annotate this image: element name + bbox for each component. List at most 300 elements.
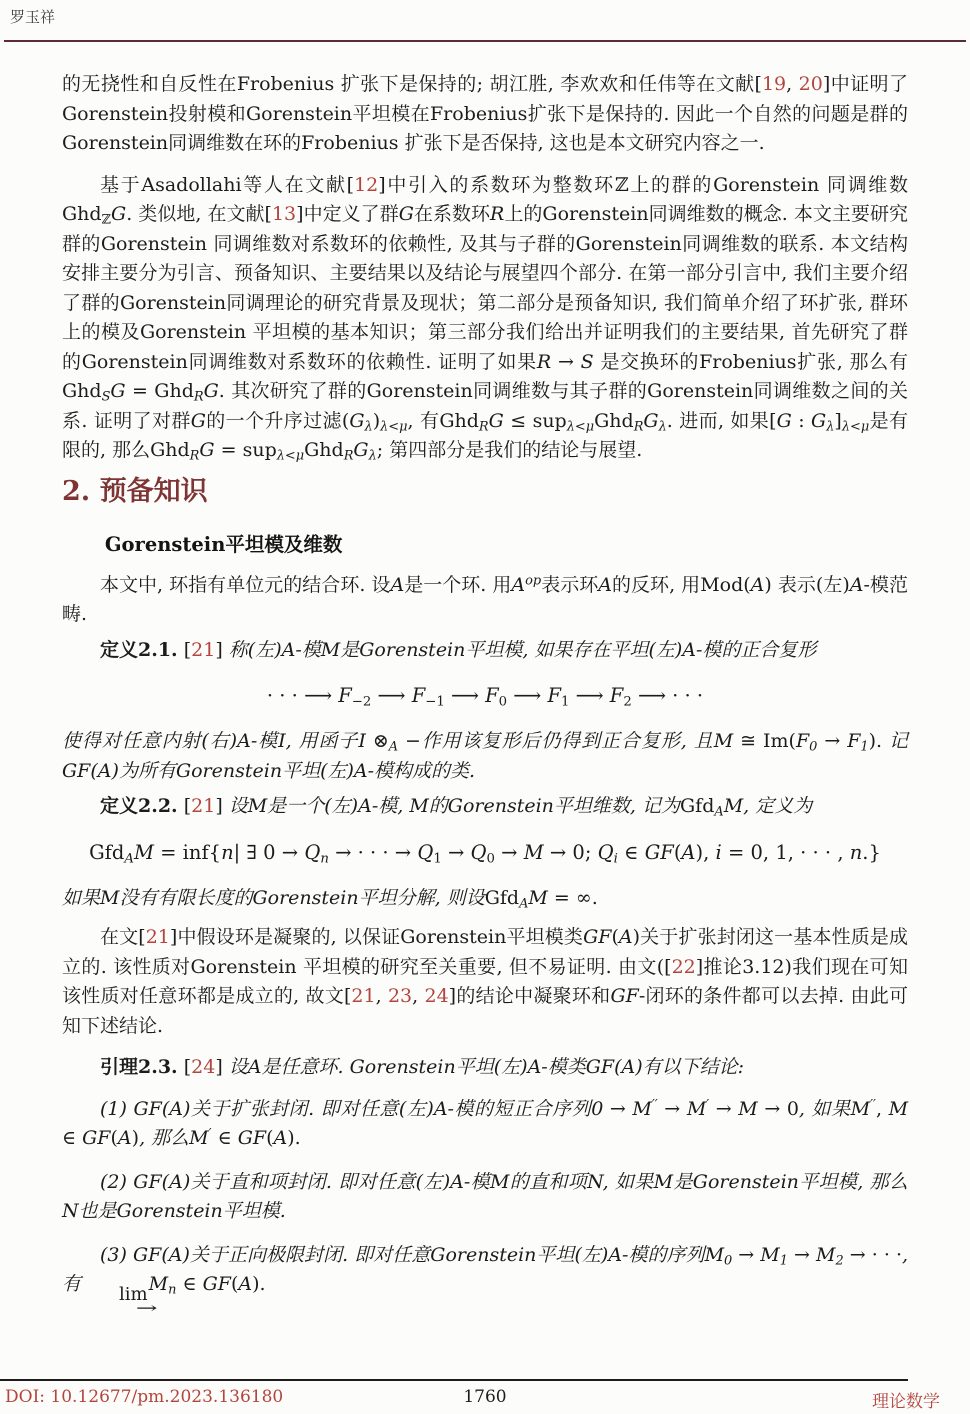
text-segment: 的反环, 用 bbox=[612, 573, 701, 596]
text-segment: (2) bbox=[100, 1170, 134, 1193]
text-segment: = bbox=[214, 439, 243, 461]
definition-2-1 bbox=[62, 636, 908, 666]
math-symbol: F bbox=[795, 730, 810, 752]
math-symbol: A bbox=[433, 1097, 448, 1120]
math-symbol: M bbox=[686, 1097, 707, 1120]
text-segment: 没有有限长度的Gorenstein平坦分解, 则设 bbox=[119, 886, 485, 909]
text-segment: )关于扩张封闭这一基本性质是成立的. 该性质对Gorenstein 平坦模的研究至关重要, 但不易证明. 由文( bbox=[62, 926, 908, 978]
text-segment: −1 bbox=[425, 694, 445, 710]
text-segment: ) bbox=[372, 409, 381, 432]
math-symbol: R bbox=[490, 203, 505, 225]
math-symbol: G bbox=[488, 409, 504, 432]
math-symbol: G bbox=[643, 409, 659, 432]
text-segment: ′ bbox=[208, 1126, 212, 1142]
text-segment: 称(左) bbox=[222, 638, 282, 661]
citation-link[interactable]: [24] bbox=[183, 1056, 223, 1078]
text-segment: 1 bbox=[860, 739, 869, 755]
text-segment: ⟶ · · · bbox=[631, 684, 704, 707]
text-segment: ( bbox=[614, 1056, 622, 1078]
text-segment: . 进而, 如果[ bbox=[666, 409, 777, 432]
math-symbol: F bbox=[847, 730, 861, 752]
text-segment: λ bbox=[658, 419, 667, 435]
text-segment: 1 bbox=[433, 851, 442, 867]
math-symbol: A bbox=[238, 1273, 253, 1295]
text-segment: n bbox=[168, 1282, 177, 1298]
math-symbol: R bbox=[536, 350, 552, 373]
text-segment: R bbox=[193, 389, 204, 405]
text-segment: 推论3.12)我们现在可知该性质对任意环都是成立的, 故文 bbox=[62, 955, 908, 1007]
math-symbol: G bbox=[811, 409, 827, 432]
text-segment: R bbox=[189, 448, 200, 464]
footer-journal-name: 理论数学 bbox=[872, 1392, 940, 1412]
math-symbol: A bbox=[750, 573, 765, 596]
text-segment: ≅ Im( bbox=[733, 730, 796, 752]
text-segment: 的一个升序过滤( bbox=[205, 409, 350, 432]
text-segment: ⟶ bbox=[371, 684, 412, 707]
text-segment: 是一个环. 用 bbox=[404, 573, 512, 596]
text-segment: = ∞. bbox=[547, 886, 598, 909]
text-segment: 表示环 bbox=[541, 573, 599, 596]
citation-link[interactable]: [22] bbox=[664, 955, 704, 978]
text-segment: -模 bbox=[250, 730, 279, 752]
math-symbol: A bbox=[511, 573, 526, 596]
text-segment: ∈ bbox=[62, 1127, 83, 1149]
math-symbol: I bbox=[358, 730, 366, 752]
text-segment: ( bbox=[743, 573, 751, 596]
text-segment: sup bbox=[242, 439, 277, 461]
math-symbol: A bbox=[621, 1056, 636, 1078]
math-symbol: A bbox=[237, 730, 251, 752]
math-symbol: A bbox=[682, 638, 697, 661]
display-formula-gfd-definition bbox=[62, 838, 908, 868]
text-segment: λ bbox=[368, 448, 377, 464]
text-segment: )关于正向极限封闭. 即对任意Gorenstein平坦(左) bbox=[182, 1243, 609, 1266]
section-heading-preliminaries: 2. 预备知识 bbox=[62, 475, 208, 507]
text-segment: 2 bbox=[835, 1253, 844, 1269]
paragraph-frobenius-intro bbox=[62, 70, 908, 159]
text-segment: = inf{ bbox=[153, 840, 222, 864]
text-segment: 基于Asadollahi等人在文献 bbox=[100, 173, 347, 196]
paragraph-ring-conventions bbox=[62, 571, 908, 630]
text-segment: ∈ bbox=[617, 840, 645, 864]
math-symbol: A bbox=[273, 1127, 288, 1149]
text-segment: ( bbox=[266, 1127, 274, 1149]
math-symbol: M bbox=[490, 1170, 510, 1193]
text-segment: , 有 bbox=[407, 409, 440, 432]
statement-label: 定义2.1. bbox=[100, 638, 178, 661]
math-symbol: GF bbox=[133, 1097, 162, 1120]
statement-label: 引理2.3. bbox=[100, 1056, 178, 1078]
math-symbol: N bbox=[587, 1170, 603, 1193]
math-symbol: GF bbox=[237, 1127, 267, 1149]
math-symbol: A bbox=[169, 1097, 184, 1120]
text-segment: ) bbox=[131, 1127, 140, 1149]
citation-link[interactable]: [19, 20] bbox=[754, 73, 831, 95]
text-segment: )关于直和项封闭. 即对任意(左) bbox=[182, 1170, 451, 1193]
text-segment: . 其次研究了群的Gorenstein同调维数与其子群的Gorenstein同调维数之间的关系. 证明了对群 bbox=[62, 380, 909, 432]
text-segment: → bbox=[441, 840, 471, 864]
text-segment: -模 bbox=[463, 1170, 490, 1193]
text-segment: 中定义了群 bbox=[303, 203, 399, 225]
text-segment: ′′ bbox=[870, 1097, 876, 1113]
page-body bbox=[62, 70, 908, 1327]
text-segment: 是交换环的Frobenius扩张, 那么有 bbox=[593, 350, 908, 373]
paragraph-overview bbox=[62, 171, 908, 466]
text-segment: Ghd bbox=[150, 439, 190, 461]
text-segment: = 0, 1, · · · , bbox=[721, 840, 850, 864]
math-symbol: A bbox=[618, 926, 633, 948]
text-segment: → · · · → bbox=[328, 840, 418, 864]
math-symbol: Q bbox=[417, 840, 434, 864]
text-segment: , 如果 bbox=[602, 1170, 654, 1193]
text-segment: λ<μ bbox=[380, 419, 408, 435]
citation-number[interactable]: 21 bbox=[191, 638, 216, 661]
math-symbol: G bbox=[111, 203, 127, 225]
text-segment: λ<μ bbox=[566, 419, 595, 435]
math-symbol: A bbox=[527, 1056, 542, 1078]
math-symbol: M bbox=[888, 1097, 909, 1120]
math-symbol: GF bbox=[202, 1273, 231, 1295]
text-segment: : bbox=[791, 409, 812, 432]
statement-label: 定义2.2. bbox=[100, 795, 178, 817]
math-symbol: I bbox=[278, 730, 286, 752]
text-segment: -模的短正合序列0 → bbox=[447, 1097, 633, 1120]
lemma-2-3-item-2 bbox=[62, 1168, 908, 1227]
text-segment: → bbox=[709, 1097, 739, 1120]
text-segment: ( bbox=[161, 1170, 170, 1193]
math-symbol: A bbox=[97, 759, 112, 782]
text-segment: → bbox=[817, 730, 848, 752]
footer-page-number: 1760 bbox=[463, 1387, 507, 1407]
text-segment: 本文中, 环指有单位元的结合环. 设 bbox=[100, 573, 391, 596]
citation-number[interactable]: 21 bbox=[191, 795, 216, 817]
text-segment: Gfd bbox=[89, 840, 125, 864]
math-symbol: A bbox=[681, 840, 696, 864]
text-segment: A bbox=[388, 739, 399, 755]
text-segment: 如果 bbox=[62, 886, 101, 909]
math-symbol: A bbox=[849, 573, 864, 596]
text-segment: 是Gorenstein平坦模, 那么 bbox=[673, 1170, 909, 1193]
definition-2-2 bbox=[62, 792, 908, 822]
text-segment: )关于扩张封闭. 即对任意(左) bbox=[183, 1097, 434, 1120]
citation-link[interactable]: [13] bbox=[264, 203, 304, 225]
text-segment: , 有 bbox=[62, 1243, 909, 1295]
text-segment: 0 bbox=[809, 739, 818, 755]
text-segment: A bbox=[519, 896, 529, 912]
text-segment: -模的序列 bbox=[622, 1243, 705, 1266]
text-segment: ′ bbox=[706, 1097, 710, 1113]
math-symbol: GF bbox=[133, 1170, 162, 1193]
text-segment: , 定义为 bbox=[743, 795, 813, 817]
math-symbol: G bbox=[199, 439, 215, 461]
text-segment: ∈ bbox=[176, 1273, 203, 1295]
math-symbol: G bbox=[776, 409, 792, 432]
text-segment: 0 bbox=[486, 851, 495, 867]
text-segment: ; 第四部分是我们的结论与展望. bbox=[376, 439, 643, 461]
text-segment: 是任意环. Gorenstein平坦(左) bbox=[261, 1056, 528, 1078]
math-symbol: A bbox=[353, 759, 368, 782]
math-symbol: A bbox=[281, 638, 296, 661]
text-segment: ). bbox=[868, 730, 883, 752]
text-segment: Ghd bbox=[62, 203, 102, 225]
text-segment: → · · · bbox=[843, 1243, 902, 1266]
math-symbol: GF bbox=[585, 1056, 615, 1078]
text-segment: λ<μ bbox=[841, 419, 870, 435]
footer-rule bbox=[0, 1379, 908, 1381]
math-symbol: A bbox=[247, 1056, 262, 1078]
text-segment: ⟶ bbox=[507, 684, 548, 707]
text-segment: ( bbox=[673, 840, 682, 864]
text-segment: 设 bbox=[222, 795, 248, 817]
text-segment: 中引入的系数环为整数环ℤ上的群的Gorenstein 同调维数 bbox=[385, 173, 908, 196]
text-segment: Ghd bbox=[439, 409, 479, 432]
math-symbol: M bbox=[189, 1127, 209, 1149]
running-head-author: 罗玉祥 bbox=[10, 8, 56, 26]
text-segment: ′′ bbox=[651, 1097, 658, 1113]
citation-link[interactable]: [21] bbox=[183, 795, 223, 817]
text-segment: λ bbox=[364, 419, 373, 435]
text-segment: → bbox=[787, 1243, 817, 1266]
text-segment: R bbox=[343, 448, 354, 464]
math-symbol: G bbox=[190, 409, 206, 432]
text-segment: ( bbox=[230, 1273, 239, 1295]
text-segment: -闭环的条件都可以去掉. 由此可知下述结论. bbox=[62, 985, 908, 1037]
text-segment: -模, bbox=[371, 795, 410, 817]
text-segment: ). bbox=[252, 1273, 266, 1295]
definition-2-1-continued bbox=[62, 727, 908, 786]
math-symbol: GF bbox=[644, 840, 674, 864]
text-segment: , 用函子 bbox=[285, 730, 359, 752]
text-segment: n bbox=[320, 851, 329, 867]
math-symbol: N bbox=[62, 1200, 79, 1222]
math-symbol: M bbox=[632, 1097, 652, 1120]
text-segment: λ<μ bbox=[276, 448, 305, 464]
text-segment: R bbox=[633, 419, 644, 435]
text-segment: 作用该复形后仍得到正合复形, 且 bbox=[420, 730, 714, 752]
text-segment: λ bbox=[826, 419, 835, 435]
text-segment: 也是Gorenstein平坦模. bbox=[78, 1200, 286, 1222]
lemma-2-3 bbox=[62, 1053, 908, 1083]
text-segment: → 0 bbox=[757, 1097, 799, 1120]
math-symbol: M bbox=[850, 1097, 871, 1120]
math-symbol: G bbox=[110, 380, 126, 402]
text-segment: . 类似地, 在文献 bbox=[126, 203, 265, 225]
math-symbol: S bbox=[580, 350, 594, 373]
math-symbol: M bbox=[816, 1243, 836, 1266]
text-segment: ≤ bbox=[503, 409, 533, 432]
math-symbol: F bbox=[485, 684, 499, 707]
text-segment: -模类 bbox=[541, 1056, 586, 1078]
math-symbol: F bbox=[547, 684, 561, 707]
text-segment: -模范畴. bbox=[62, 573, 908, 625]
math-symbol: A bbox=[450, 1170, 464, 1193]
text-segment: 是有限的, 那么 bbox=[62, 409, 908, 461]
text-segment: Gfd bbox=[484, 886, 520, 909]
math-symbol: M bbox=[713, 730, 734, 752]
text-segment: sup bbox=[532, 409, 567, 432]
citation-number[interactable]: 24 bbox=[424, 985, 449, 1007]
citation-link[interactable]: [21] bbox=[183, 638, 223, 661]
text-segment: 的结论中凝聚环和 bbox=[456, 985, 611, 1007]
math-symbol: n bbox=[221, 840, 234, 864]
math-symbol: G bbox=[398, 203, 414, 225]
text-segment: .} bbox=[862, 840, 881, 864]
math-symbol: A bbox=[358, 795, 372, 817]
math-symbol: GF bbox=[82, 1127, 111, 1149]
text-segment: ). bbox=[287, 1127, 301, 1149]
math-symbol: Q bbox=[470, 840, 487, 864]
citation-number[interactable]: 12 bbox=[354, 173, 379, 196]
text-segment: 的直和项 bbox=[509, 1170, 588, 1193]
text-segment: , bbox=[875, 1097, 889, 1120]
text-segment: 在系数环 bbox=[413, 203, 491, 225]
text-segment: 使得对任意内射(右) bbox=[62, 730, 238, 752]
citation-number[interactable]: 23 bbox=[387, 985, 413, 1007]
citation-number[interactable]: 19 bbox=[761, 73, 787, 95]
math-symbol: M bbox=[320, 638, 341, 661]
citation-number[interactable]: 21 bbox=[145, 926, 170, 948]
text-segment: ∈ bbox=[211, 1127, 238, 1149]
text-segment: Ghd bbox=[154, 380, 194, 402]
display-formula-flat-complex bbox=[62, 681, 908, 711]
text-segment: -模的正合复形 bbox=[696, 638, 817, 661]
text-segment: ⟶ bbox=[444, 684, 486, 707]
math-symbol: Q bbox=[304, 840, 321, 864]
math-symbol: M bbox=[247, 795, 268, 817]
math-symbol: F bbox=[338, 684, 352, 707]
text-segment: ⊗ bbox=[365, 730, 389, 752]
math-symbol: F bbox=[411, 684, 426, 707]
math-symbol: n bbox=[849, 840, 863, 864]
text-segment: 2 bbox=[623, 694, 632, 710]
text-segment: )为所有Gorenstein平坦(左) bbox=[111, 759, 354, 782]
text-segment: i bbox=[613, 851, 618, 867]
text-segment: ( bbox=[161, 1097, 170, 1120]
text-segment: | ∃ 0 → bbox=[233, 840, 305, 864]
math-symbol: M bbox=[409, 795, 429, 817]
math-symbol: M bbox=[704, 1243, 725, 1266]
lemma-2-3-item-3 bbox=[62, 1241, 908, 1317]
text-segment: op bbox=[525, 573, 542, 589]
math-symbol: G bbox=[353, 439, 369, 461]
citation-link[interactable]: [21, 23, 24] bbox=[344, 985, 457, 1007]
math-symbol: Q bbox=[597, 840, 614, 864]
footer-doi[interactable]: DOI: 10.12677/pm.2023.136180 bbox=[5, 1387, 284, 1407]
citation-number[interactable]: 20 bbox=[798, 73, 823, 95]
citation-number[interactable]: 21 bbox=[351, 985, 376, 1007]
math-symbol: M bbox=[760, 1243, 780, 1266]
text-segment: ( bbox=[161, 1243, 169, 1266]
text-segment: −2 bbox=[351, 694, 372, 710]
text-segment: 1 bbox=[560, 694, 570, 710]
text-segment: A bbox=[124, 851, 134, 867]
text-segment: A bbox=[714, 804, 724, 820]
citation-number[interactable]: 13 bbox=[271, 203, 297, 225]
text-segment: 中证明了Gorenstein投射模和Gorenstein平坦模在Frobenius扩张下是保持的. 因此一个自然的问题是群的Gorenstein同调维数在环的Frobenius 扩张下是否保持, 这也是本文研究内容之一. bbox=[62, 73, 908, 154]
math-symbol: A bbox=[168, 1243, 183, 1266]
text-segment: 是一个(左) bbox=[267, 795, 359, 817]
text-segment: → bbox=[494, 840, 524, 864]
math-symbol: M bbox=[528, 886, 548, 909]
citation-link[interactable]: [21] bbox=[138, 926, 178, 948]
math-symbol: M bbox=[653, 1170, 674, 1193]
text-segment: Ghd bbox=[304, 439, 344, 461]
math-symbol: M bbox=[738, 1097, 758, 1120]
math-symbol: A bbox=[117, 1127, 132, 1149]
text-segment: → bbox=[551, 350, 581, 373]
math-symbol: GF bbox=[62, 759, 91, 782]
text-segment: ( bbox=[110, 1127, 118, 1149]
lemma-2-3-item-1 bbox=[62, 1095, 908, 1154]
text-segment: R bbox=[478, 419, 489, 435]
text-segment: 记 bbox=[882, 730, 909, 752]
text-segment: Gfd bbox=[680, 795, 715, 817]
math-symbol: A bbox=[608, 1243, 623, 1266]
text-segment: 设 bbox=[222, 1056, 248, 1078]
text-segment: 的无挠性和自反性在Frobenius 扩张下是保持的; 胡江胜, 李欢欢和任伟等在文献 bbox=[62, 73, 755, 95]
citation-link[interactable]: [12] bbox=[346, 173, 386, 196]
text-segment: -模 bbox=[295, 638, 321, 661]
text-segment: (3) bbox=[100, 1243, 133, 1266]
text-segment: ( bbox=[90, 759, 98, 782]
text-segment: ⟶ bbox=[569, 684, 610, 707]
text-segment: 的Gorenstein平坦维数, 记为 bbox=[428, 795, 680, 817]
math-symbol: GF bbox=[132, 1243, 162, 1266]
math-symbol: G bbox=[349, 409, 365, 432]
text-segment: 是Gorenstein平坦模, 如果存在平坦(左) bbox=[340, 638, 683, 661]
subsection-heading-gorenstein-flat: Gorenstein平坦模及维数 bbox=[104, 532, 343, 556]
header-rule bbox=[4, 40, 966, 42]
text-segment: , 如果 bbox=[798, 1097, 851, 1120]
direct-limit-symbol: lim → bbox=[119, 1284, 158, 1318]
definition-2-2-continued bbox=[62, 884, 908, 914]
text-segment: 上的Gorenstein同调维数的概念. 本文主要研究群的Gorenstein 同调维数对系数环的依赖性, 及其与子群的Gorenstein同调维数的联系. 本文结构安排主要分为引言、预备知识、主要结果以及结论与展望四个部分. 在第一部分引言中, 我们主要介绍了群的Gorenstein同调理论的研究背景及现状；第二部分是预备知识, 我们简单介绍了环扩张, 群环上的模及Gorenstein 平坦模的基本知识；第三部分我们给出并证明我们的主要结果, 首先研究了群的Gorenstein同调维数对系数环的依赖性. 证明了如果 bbox=[62, 203, 908, 373]
text-segment: Ghd bbox=[62, 380, 102, 402]
math-symbol: A bbox=[169, 1170, 183, 1193]
text-segment: ] bbox=[834, 409, 842, 432]
text-segment: · · · ⟶ bbox=[266, 684, 339, 707]
math-symbol: GF bbox=[610, 985, 639, 1007]
text-segment: -模构成的类. bbox=[367, 759, 476, 782]
text-segment: 0 bbox=[498, 694, 508, 710]
text-segment: → 0; bbox=[543, 840, 598, 864]
text-segment: ( bbox=[611, 926, 619, 948]
text-segment: Ghd bbox=[594, 409, 634, 432]
math-symbol: M bbox=[148, 1273, 169, 1295]
text-segment: )有以下结论: bbox=[635, 1056, 745, 1078]
text-segment: ℤ bbox=[101, 212, 111, 228]
text-segment: (1) bbox=[100, 1097, 134, 1120]
text-segment: ), bbox=[695, 840, 716, 864]
paragraph-coherent-rings-remark bbox=[62, 923, 908, 1041]
citation-number[interactable]: 24 bbox=[191, 1056, 216, 1078]
math-symbol: G bbox=[203, 380, 219, 402]
math-symbol: M bbox=[133, 840, 154, 864]
text-segment: → bbox=[732, 1243, 761, 1266]
math-symbol: M bbox=[523, 840, 544, 864]
math-symbol: M bbox=[723, 795, 744, 817]
math-symbol: M bbox=[100, 886, 120, 909]
text-segment: ) 表示(左) bbox=[764, 573, 850, 596]
text-segment: 在文 bbox=[100, 926, 139, 948]
math-symbol: i bbox=[715, 840, 722, 864]
math-symbol: F bbox=[609, 684, 624, 707]
citation-number[interactable]: 22 bbox=[671, 955, 696, 978]
math-symbol: A bbox=[390, 573, 405, 596]
text-segment: = bbox=[125, 380, 155, 402]
math-symbol: GF bbox=[583, 926, 612, 948]
text-segment: 中假设环是凝聚的, 以保证Gorenstein平坦模类 bbox=[177, 926, 584, 948]
